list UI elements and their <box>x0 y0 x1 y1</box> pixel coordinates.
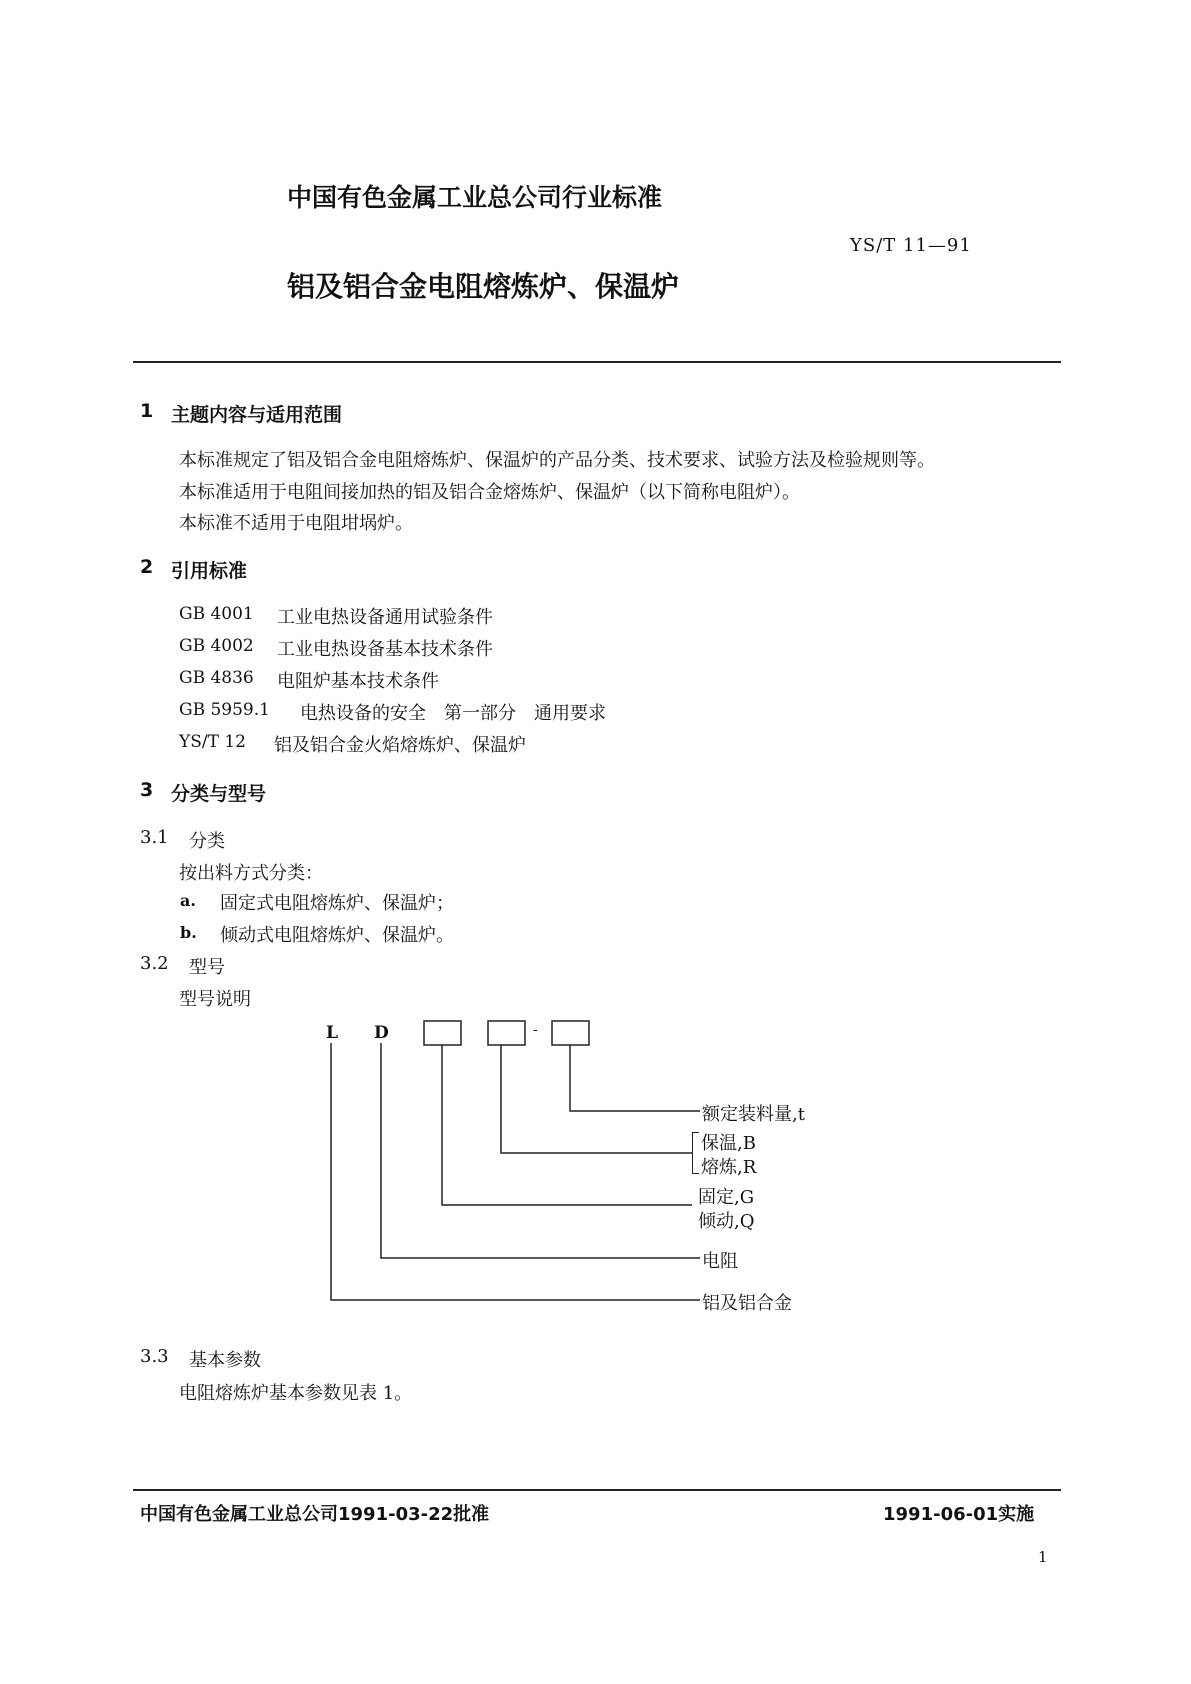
model-separator-dash: - <box>533 1022 538 1038</box>
model-description-intro: 型号说明 <box>179 989 251 1010</box>
leader-line-resistance <box>381 1043 700 1258</box>
capacity-label: 额定装料量,t <box>702 1104 805 1125</box>
reference-code: GB 5959.1 <box>179 700 270 720</box>
subsection-3-3-title: 基本参数 <box>189 1350 261 1371</box>
leader-line-mode <box>442 1045 692 1205</box>
section-3-title: 分类与型号 <box>171 783 267 805</box>
reference-code: YS/T 12 <box>179 732 246 752</box>
subsection-3-2-number: 3.2 <box>140 953 169 974</box>
placeholder-box-function <box>488 1021 525 1045</box>
function-bracket <box>692 1132 699 1174</box>
reference-code: GB 4001 <box>179 604 254 624</box>
reference-code: GB 4002 <box>179 636 254 656</box>
section-1-number: 1 <box>140 400 154 422</box>
section-1-paragraph: 本标准适用于电阻间接加热的铝及铝合金熔炼炉、保温炉（以下简称电阻炉）。 <box>179 482 800 503</box>
placeholder-box-mode <box>424 1021 461 1045</box>
holding-label: 保温,B <box>701 1133 756 1154</box>
leader-line-capacity <box>570 1045 700 1111</box>
reference-title: 铝及铝合金火焰熔炼炉、保温炉 <box>274 735 526 756</box>
basic-parameters-text: 电阻熔炼炉基本参数见表 1。 <box>179 1383 413 1404</box>
reference-title: 工业电热设备通用试验条件 <box>277 607 493 628</box>
subsection-3-3-number: 3.3 <box>140 1346 169 1367</box>
section-3-number: 3 <box>140 779 154 801</box>
subsection-3-1-title: 分类 <box>189 831 225 852</box>
subsection-3-1-number: 3.1 <box>140 827 169 848</box>
melting-label: 熔炼,R <box>701 1157 757 1178</box>
reference-code: GB 4836 <box>179 668 254 688</box>
subsection-3-2-title: 型号 <box>189 957 225 978</box>
footer-divider <box>133 1489 1061 1491</box>
reference-title: 电阻炉基本技术条件 <box>277 671 439 692</box>
model-letter-d: D <box>374 1023 389 1043</box>
section-1-title: 主题内容与适用范围 <box>171 404 343 426</box>
list-marker: b. <box>180 923 197 942</box>
implementation-date: 1991-06-01实施 <box>883 1504 1035 1525</box>
reference-title: 电热设备的安全 第一部分 通用要求 <box>300 703 606 724</box>
document-title: 铝及铝合金电阻熔炼炉、保温炉 <box>287 270 680 303</box>
approval-line: 中国有色金属工业总公司1991-03-22批准 <box>140 1504 490 1525</box>
classification-item: 倾动式电阻熔炼炉、保温炉。 <box>220 925 454 946</box>
reference-title: 工业电热设备基本技术条件 <box>277 639 493 660</box>
section-1-paragraph: 本标准规定了铝及铝合金电阻熔炼炉、保温炉的产品分类、技术要求、试验方法及检验规则等。 <box>179 450 935 471</box>
fixed-label: 固定,G <box>698 1187 755 1208</box>
leader-line-function <box>501 1045 692 1153</box>
classification-item: 固定式电阻熔炼炉、保温炉； <box>220 893 454 914</box>
section-2-title: 引用标准 <box>171 560 248 582</box>
resistance-label: 电阻 <box>702 1251 738 1272</box>
standard-code: YS/T 11—91 <box>850 235 972 256</box>
alloy-label: 铝及铝合金 <box>702 1293 792 1314</box>
issuing-organization: 中国有色金属工业总公司行业标准 <box>287 183 663 212</box>
placeholder-box-capacity <box>552 1021 589 1045</box>
page-number: 1 <box>1038 1548 1048 1566</box>
section-2-number: 2 <box>140 556 154 578</box>
leader-line-alloy <box>331 1043 700 1300</box>
tilting-label: 倾动,Q <box>698 1211 755 1232</box>
model-letter-l: L <box>326 1023 338 1043</box>
classification-intro: 按出料方式分类： <box>179 863 323 884</box>
list-marker: a. <box>180 891 196 910</box>
section-1-paragraph: 本标准不适用于电阻坩埚炉。 <box>179 513 413 534</box>
